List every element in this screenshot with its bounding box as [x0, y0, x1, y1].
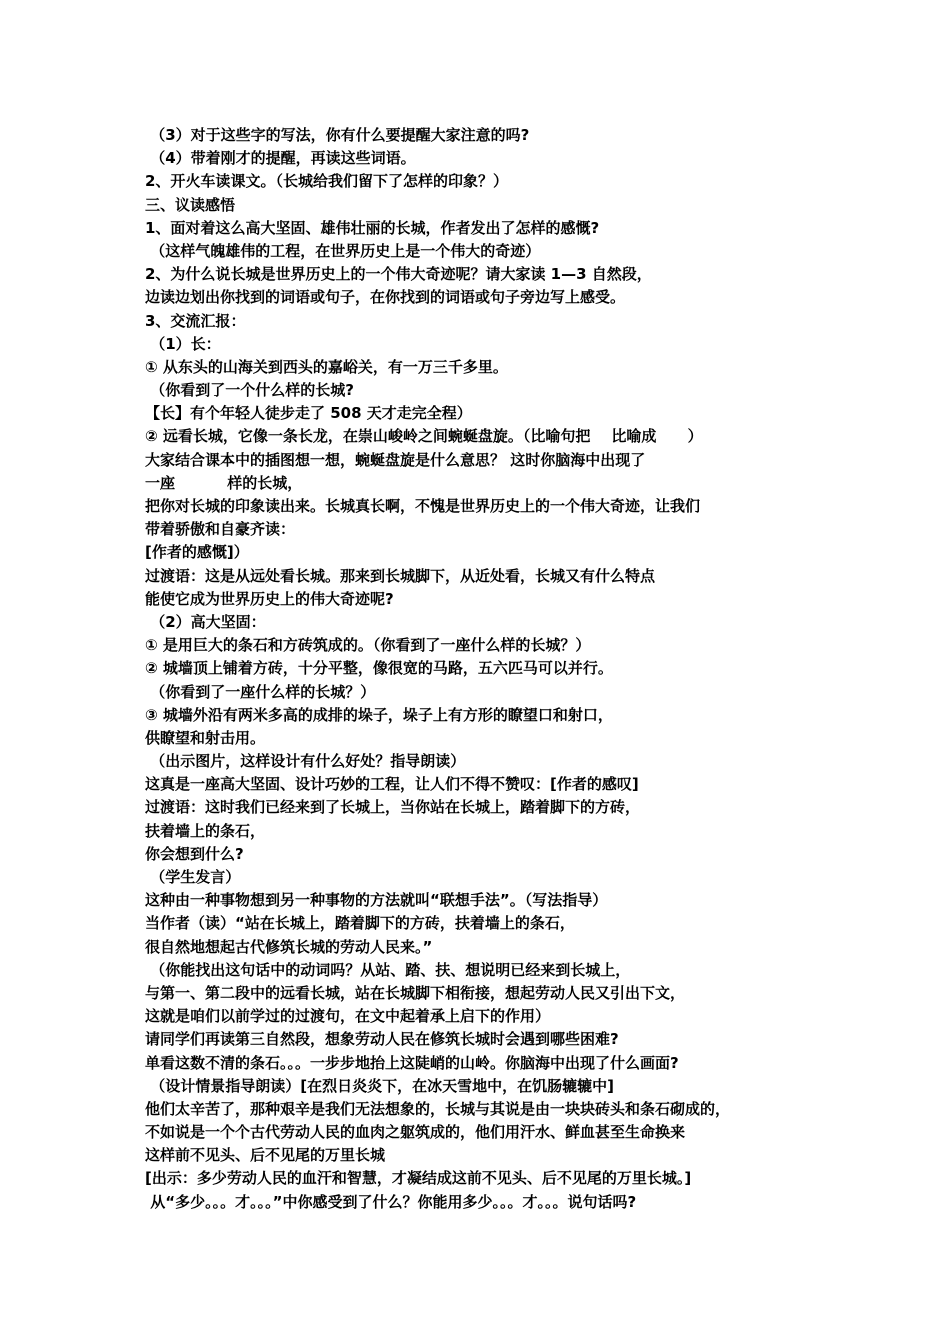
- text-line: 2、开火车读课文。（长城给我们留下了怎样的印象？）: [145, 172, 508, 191]
- text-line: （设计情景指导朗读）[在烈日炎炎下，在冰天雪地中，在饥肠辘辘中]: [145, 1076, 614, 1095]
- text-line: 三、议读感悟: [145, 195, 236, 214]
- text-line: 单看这数不清的条石。。。一步步地抬上这陡峭的山岭。你脑海中出现了什么画面?: [145, 1053, 679, 1072]
- text-line: （3）对于这些字的写法，你有什么要提醒大家注意的吗?: [145, 126, 530, 144]
- text-line: 大家结合课本中的插图想一想，蜿蜒盘旋是什么意思？ 这时你脑海中出现了: [145, 450, 646, 469]
- text-line: [出示：多少劳动人民的血汗和智慧，才凝结成这前不见头、后不见尾的万里长城。]: [145, 1169, 692, 1188]
- text-line: （你看到了一个什么样的长城?: [145, 381, 354, 400]
- text-line: 这样前不见头、后不见尾的万里长城: [145, 1146, 386, 1165]
- text-line: 2、为什么说长城是世界历史上的一个伟大奇迹呢？请大家读 1—3 自然段，: [145, 265, 652, 284]
- text-line: （4）带着刚才的提醒，再读这些词语。: [145, 149, 416, 168]
- text-line: 过渡语：这时我们已经来到了长城上，当你站在长城上，踏着脚下的方砖，: [145, 798, 641, 817]
- text-line: 很自然地想起古代修筑长城的劳动人民来。”: [145, 937, 433, 956]
- text-line: 当作者（读）“站在长城上，踏着脚下的方砖，扶着墙上的条石，: [145, 914, 575, 933]
- text-line: （这样气魄雄伟的工程，在世界历史上是一个伟大的奇迹）: [145, 241, 541, 260]
- text-line: ① 是用巨大的条石和方砖筑成的。（你看到了一座什么样的长城？）: [145, 636, 591, 655]
- document-body: [145, 124, 835, 1214]
- text-line: 供瞭望和射击用。: [145, 728, 266, 747]
- text-line: 一座 样的长城，: [145, 473, 303, 492]
- text-line: [作者的感慨]）: [145, 543, 249, 562]
- text-line: 把你对长城的印象读出来。长城真长啊，不愧是世界历史上的一个伟大奇迹，让我们: [145, 497, 701, 515]
- text-line: 带着骄傲和自豪齐读：: [145, 520, 296, 539]
- text-line: 不如说是一个个古代劳动人民的血肉之躯筑成的，他们用汗水、鲜血甚至生命换来: [145, 1123, 686, 1142]
- text-line: 从“多少。。。才。。。”中你感受到了什么？你能用多少。。。才。。。说句话吗?: [145, 1192, 637, 1211]
- text-line: 这真是一座高大坚固、设计巧妙的工程，让人们不得不赞叹：[作者的感叹]: [145, 775, 639, 794]
- text-line: 请同学们再读第三自然段，想象劳动人民在修筑长城时会遇到哪些困难?: [145, 1030, 619, 1049]
- text-line: （2）高大坚固：: [145, 612, 266, 631]
- text-line: ② 城墙顶上铺着方砖，十分平整，像很宽的马路，五六匹马可以并行。: [145, 659, 613, 678]
- text-line: 3、交流汇报：: [145, 311, 246, 330]
- text-line: 这就是咱们以前学过的过渡句，在文中起着承上启下的作用）: [145, 1007, 551, 1026]
- text-line: （出示图片，这样设计有什么好处？指导朗读）: [145, 752, 466, 771]
- text-line: 与第一、第二段中的远看长城，站在长城脚下相衔接，想起劳动人民又引出下文，: [145, 983, 686, 1002]
- text-line: （学生发言）: [145, 868, 241, 886]
- text-line: 扶着墙上的条石，: [145, 821, 266, 840]
- text-line: 【长】有个年轻人徒步走了 508 天才走完全程）: [145, 404, 472, 423]
- text-line: 边读边划出你找到的词语或句子，在你找到的词语或句子旁边写上感受。: [145, 288, 626, 307]
- text-line: 1、面对着这么高大坚固、雄伟壮丽的长城，作者发出了怎样的感慨?: [145, 218, 600, 237]
- text-line: 能使它成为世界历史上的伟大奇迹呢?: [145, 589, 394, 608]
- text-line: 你会想到什么?: [145, 844, 244, 863]
- text-line: 这种由一种事物想到另一种事物的方法就叫“联想手法”。（写法指导）: [145, 891, 608, 910]
- text-line: （你看到了一座什么样的长城？）: [145, 682, 376, 701]
- text-line: 他们太辛苦了，那种艰辛是我们无法想象的，长城与其说是由一块块砖头和条石砌成的，: [145, 1099, 731, 1118]
- text-line: （你能找出这句话中的动词吗？从站、踏、扶、想说明已经来到长城上，: [145, 960, 631, 979]
- text-line: 过渡语：这是从远处看长城。那来到长城脚下，从近处看，长城又有什么特点: [145, 566, 656, 585]
- text-line: ① 从东头的山海关到西头的嘉峪关，有一万三千多里。: [145, 357, 508, 376]
- text-line: ② 远看长城，它像一条长龙，在崇山峻岭之间蜿蜒盘旋。（比喻句把 比喻成 ）: [145, 427, 703, 446]
- text-line: （1）长：: [145, 334, 221, 353]
- text-line: ③ 城墙外沿有两米多高的成排的垛子，垛子上有方形的瞭望口和射口，: [145, 705, 613, 724]
